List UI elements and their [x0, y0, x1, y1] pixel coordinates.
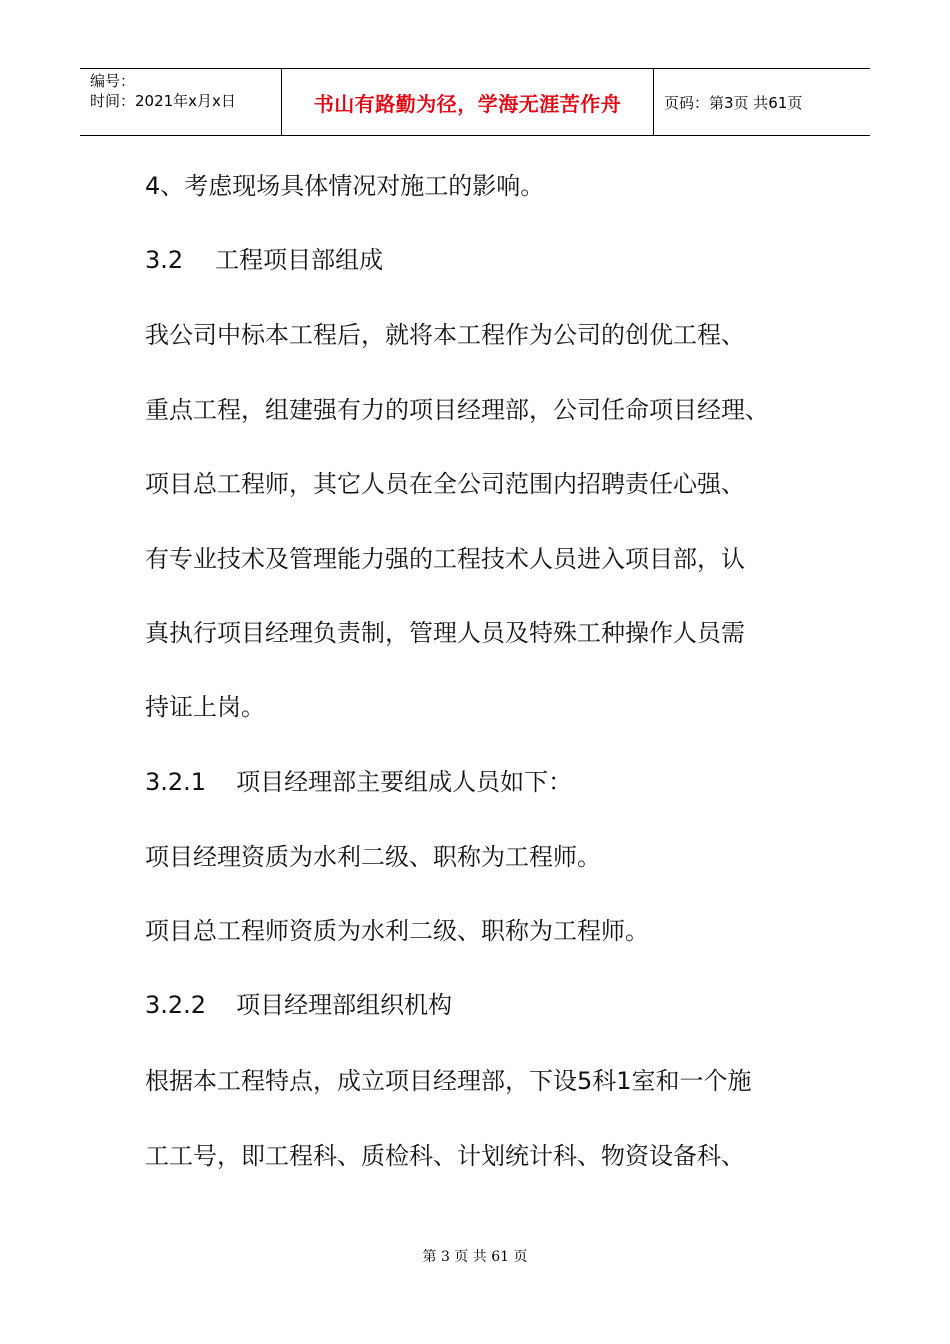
header-motto-cell — [281, 69, 654, 135]
section-number: 3.2 — [145, 246, 184, 274]
header-page-cell — [654, 69, 870, 135]
document-number: 编号： — [90, 72, 136, 90]
paragraph-line: 有专业技术及管理能力强的工程技术人员进入项目部，认 — [145, 545, 745, 573]
section-number: 3.2.1 — [145, 768, 207, 796]
paragraph-line: 项目总工程师，其它人员在全公司范围内招聘责任心强、 — [145, 470, 745, 498]
page-header — [80, 68, 870, 136]
paragraph-line: 重点工程，组建强有力的项目经理部，公司任命项目经理、 — [145, 396, 769, 424]
paragraph-line: 真执行项目经理负责制，管理人员及特殊工种操作人员需 — [145, 619, 745, 647]
header-meta-cell — [80, 69, 281, 135]
header-motto: 书山有路勤为径，学海无涯苦作舟 — [313, 91, 622, 116]
section-title: 工程项目部组成 — [215, 246, 384, 274]
paragraph-line: 我公司中标本工程后，就将本工程作为公司的创优工程、 — [145, 321, 745, 349]
paragraph-line: 根据本工程特点，成立项目经理部，下设5科1室和一个施 — [145, 1067, 752, 1095]
document-date: 时间：2021年x月x日 — [90, 92, 236, 110]
page-footer: 第 3 页 共 61 页 — [422, 1249, 528, 1265]
section-title: 项目经理部组织机构 — [236, 991, 453, 1019]
list-item-4: 4、考虑现场具体情况对施工的影响。 — [145, 172, 545, 200]
header-page-code: 页码：第3页 共61页 — [664, 93, 803, 112]
section-heading-3-2-1 — [145, 767, 572, 797]
project-manager-line: 项目经理资质为水利二级、职称为工程师。 — [145, 843, 601, 871]
chief-engineer-line: 项目总工程师资质为水利二级、职称为工程师。 — [145, 917, 649, 945]
section-heading-3-2 — [145, 245, 383, 275]
section-title: 项目经理部主要组成人员如下： — [236, 768, 573, 796]
section-number: 3.2.2 — [145, 991, 207, 1019]
paragraph-line: 持证上岗。 — [145, 693, 265, 721]
section-heading-3-2-2 — [145, 990, 452, 1020]
paragraph-line: 工工号，即工程科、质检科、计划统计科、物资设备科、 — [145, 1142, 745, 1170]
